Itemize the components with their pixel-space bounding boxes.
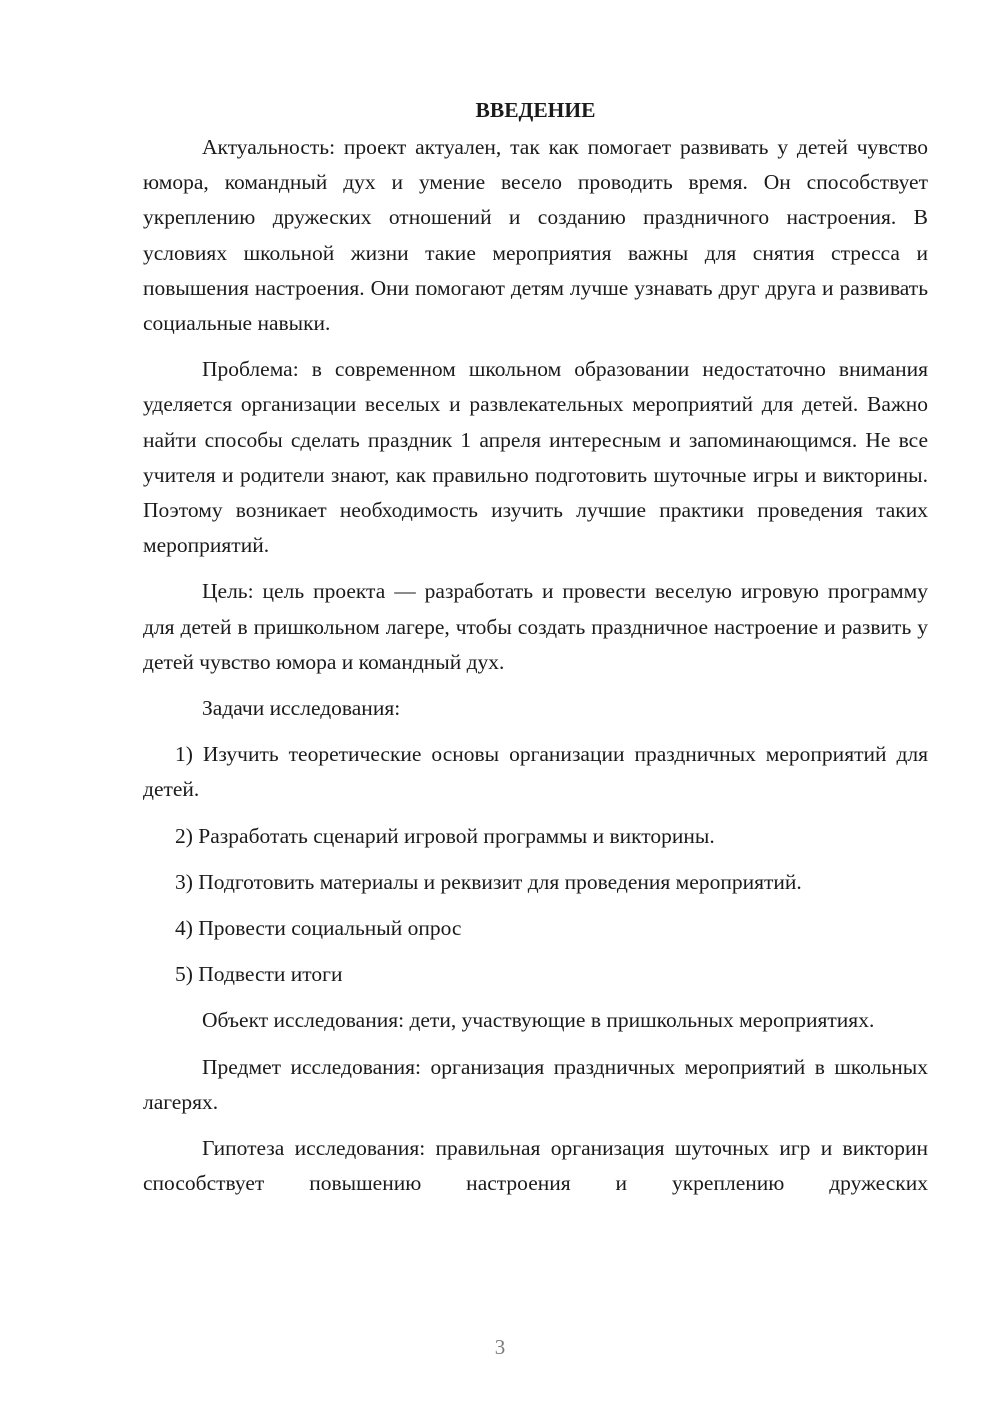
goal-paragraph: Цель: цель проекта — разработать и провести веселую игровую программу для детей в пришкольном лагере, чтобы создать праздничное настроение и развить у детей чувство юмора и командный дух. [143, 579, 928, 674]
task-item-5: 5) Подвести итоги [175, 962, 343, 987]
object-paragraph: Объект исследования: дети, участвующие в пришкольных мероприятиях. [202, 1008, 875, 1033]
task-item-2: 2) Разработать сценарий игровой программы и викторины. [175, 823, 715, 848]
tasks-heading: Задачи исследования: [202, 696, 401, 721]
page-number: 3 [494, 1335, 506, 1359]
subject-paragraph: Предмет исследования: организация праздничных мероприятий в школьных лагерях. [143, 1054, 928, 1114]
page-title: ВВЕДЕНИЕ [475, 98, 596, 122]
task-item-3: 3) Подготовить материалы и реквизит для проведения мероприятий. [175, 869, 802, 894]
task-item-4: 4) Провести социальный опрос [175, 916, 462, 941]
problem-paragraph: Проблема: в современном школьном образовании недостаточно внимания уделяется организации веселых и развлекательных мероприятий для детей. Важно найти способы сделать праздник 1 апреля интересным и запоминающимся. Не все учителя и родители знают, как правильно подготовить шуточные игры и викторины. Поэтому возникает необходимость изучить лучшие практики проведения таких мероприятий. [143, 357, 928, 558]
relevance-paragraph: Актуальность: проект актуален, так как помогает развивать у детей чувство юмора, командный дух и умение весело проводить время. Он способствует укреплению дружеских отношений и созданию праздничного настроения. В условиях школьной жизни такие мероприятия важны для снятия стресса и повышения настроения. Они помогают детям лучше узнавать друг друга и развивать социальные навыки. [143, 135, 928, 336]
task-item-1: 1) Изучить теоретические основы организации праздничных мероприятий для детей. [143, 742, 928, 802]
hypothesis-paragraph: Гипотеза исследования: правильная организация шуточных игр и викторин способствует повышению настроения и укреплению дружеских [143, 1136, 928, 1196]
document-body [143, 92, 928, 1212]
